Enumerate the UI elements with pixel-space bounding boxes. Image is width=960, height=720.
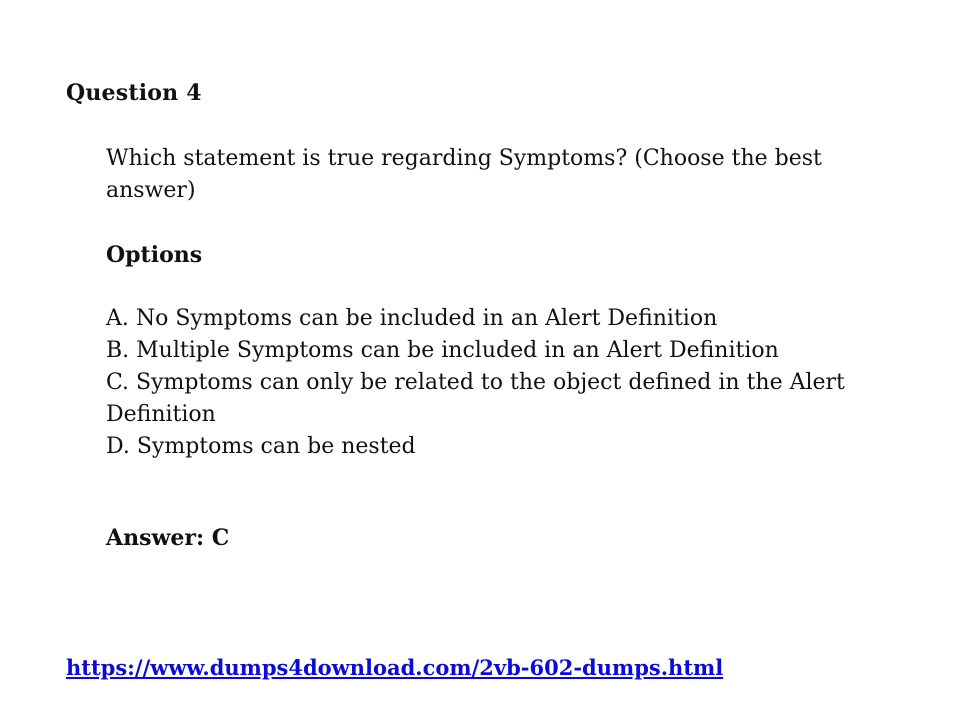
option-c: C. Symptoms can only be related to the object defined in the Alert Definition: [106, 370, 845, 427]
question-content: [106, 143, 886, 463]
answer-text: Answer: C: [106, 525, 230, 551]
option-a: A. No Symptoms can be included in an Alert Definition: [106, 306, 718, 331]
option-d: D. Symptoms can be nested: [106, 434, 416, 459]
options-list: [106, 303, 886, 463]
question-title: Question 4: [66, 80, 202, 106]
question-text: Which statement is true regarding Symptoms? (Choose the best answer): [106, 146, 822, 203]
options-heading: Options: [106, 242, 203, 268]
source-link[interactable]: https://www.dumps4download.com/2vb-602-dumps.html: [66, 655, 724, 680]
option-b: B. Multiple Symptoms can be included in an Alert Definition: [106, 338, 779, 363]
